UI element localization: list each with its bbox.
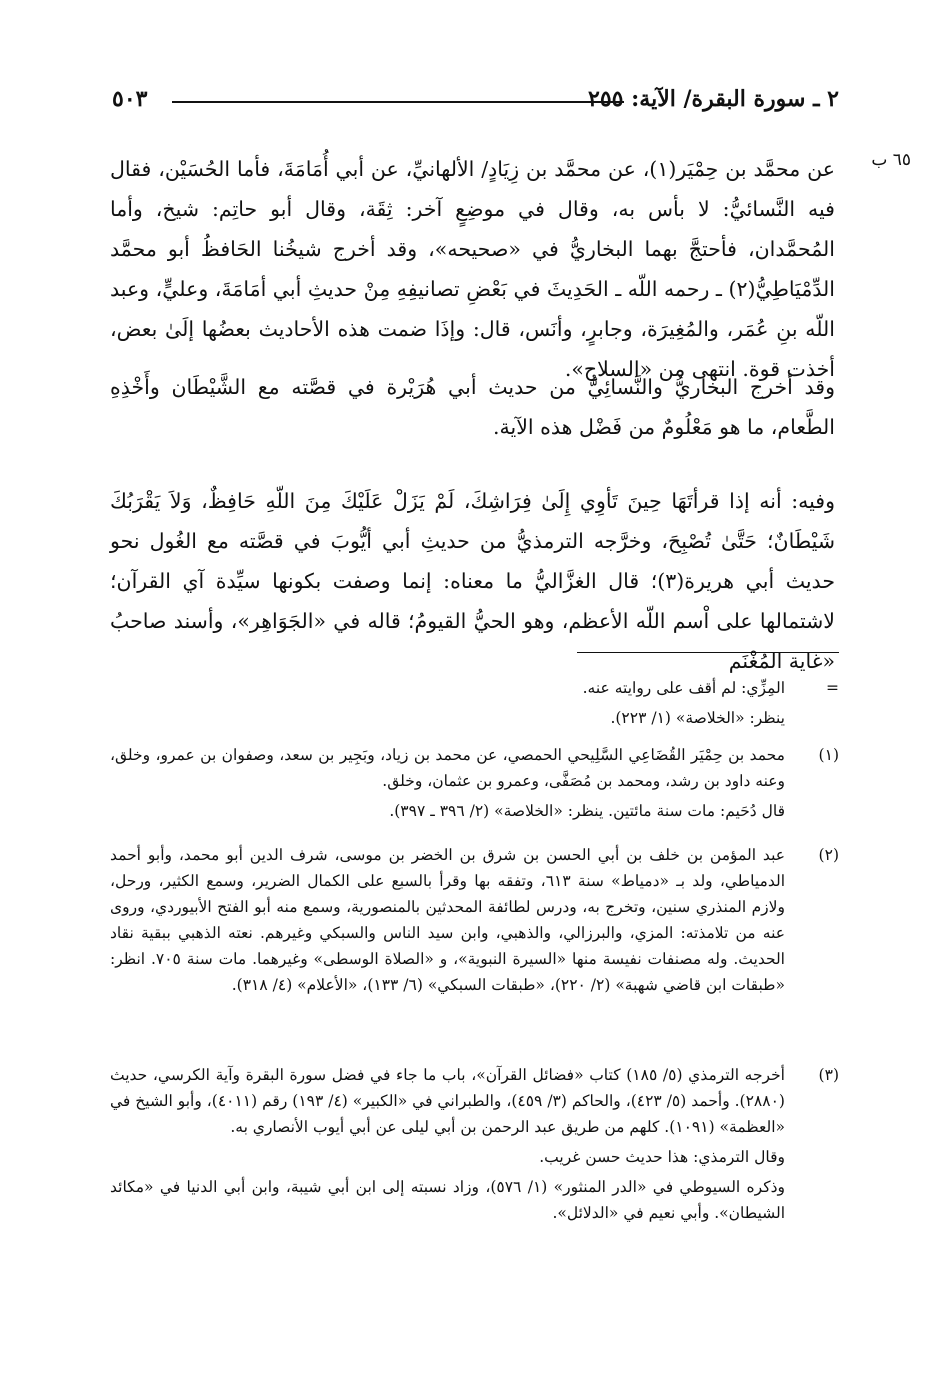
margin-folio-note: ٦٥ ب (871, 150, 911, 170)
page-number: ٥٠٣ (112, 86, 148, 112)
footnote-paragraph: وذكره السيوطي في «الدر المنثور» (١/ ٥٧٦)، وزاد نسبته إلى ابن أبي شيبة، وابن أبي الدنيا في «مكائد الشيطان». وأبي نعيم في «الدلائل». (110, 1178, 785, 1222)
footnote-paragraph: محمد بن حِمْيَر القُضَاعِي السَّلِيحي الحمصي، عن محمد بن زياد، وبَجِير بن سعد، وصفوان بن عمرو، وخلق، وعنه داود بن رشد، ومحمد بن مُصَفَّى، وعمرو بن عثمان، وخلق. (110, 746, 785, 790)
main-paragraph: وفيه: أنه إذا قرأتَهَا حِينَ تَأوِي إِلَىٰ فِرَاشِكَ، لَمْ يَزَلْ عَلَيْكَ مِنَ اللّهِ حَافِظٌ، وَلاَ يَقْرَبُكَ شَيْطَانٌ؛ حَتَّىٰ تُصْبِحَ، وخرَّجه الترمذيُّ من حديثِ أبي أيُّوبَ في قصَّته مع الغُول نحو حديث أبي هريرة(٣)؛ قال الغزَّاليُّ ما معناه: إنما وصفت بكونها سيِّدة آي القرآن؛ لاشتمالها على اْسم اللّه الأعظم، وهو الحيُّ القيومُ؛ قاله في «الجَوَاهِر»، وأسند صاحبُ «غاية المُغْنَم (110, 489, 835, 673)
footnote-paragraph: ينظر: «الخلاصة» (١/ ٢٢٣). (610, 709, 785, 727)
footnote-number: (٣) (818, 1066, 839, 1084)
footnote-number: (١) (818, 746, 839, 764)
footnote-1 (110, 742, 839, 828)
footnote-paragraph: عبد المؤمن بن خلف بن أبي الحسن بن شرق بن الخضر بن موسى، شرف الدين أبو محمد، وأبو أحمد الدمياطي، ولد بـ «دمياط» سنة ٦١٣، وتفقه بها وقرأ بالسبع على الكمال الضرير، وسمع الكثير، ورحل، ولازم المنذري سنين، وتخرج به، ودرس لطائفة المحدثين بالمنصورية، وسمع منه أبو الفتح الأبيوردي، وروى عنه من تلامذته: المزي، والبرزالي، والذهبي، وابن سيد الناس والسبكي وغيرهم. نعته الذهبي ببقية نقاد الحديث. وله مصنفات نفيسة منها «السيرة النبوية»، و «الصلاة الوسطى» وغيرهما. مات سنة ٧٠٥. انظر: «طبقات ابن قاضي شهبة» (٢/ ٢٢٠)، «طبقات السبكي» (٦/ ١٣٣)، «الأعلام» (٤/ ٣١٨). (110, 846, 785, 994)
main-paragraph: عن محمَّد بن حِمْيَر(١)، عن محمَّد بن زِيَادٍ/ الألهانيِّ، عن أبي أُمَامَةَ، فأما الحُسَيْن، فقال فيه النَّسائيُّ: لا بأس به، وقال في موضِعٍ آخر: ثِقَة، وقال أبو حاتِم: شيخ، وأما المُحمَّدان، فأحتجَّ بهما البخاريُّ في «صحيحه»، وقد أخرج شيخُنا الحَافظُ أبو محمَّد الدِّمْيَاطِيُّ(٢) ـ رحمه اللّه ـ الحَدِيثَ في بَعْضِ تصانيفِهِ مِنْ حديثِ أبي أمَامَةَ، وعليٍّ، وعبد اللّه بنِ عُمَر، والمُغِيرَة، وجابرٍ، وأنَس، قال: وإذَا ضمت هذه الأحاديث بعضُها إلَىٰ بعض، أخذت قوة. انتهى من «السلاح». (110, 157, 835, 381)
footnote-paragraph: أخرجه الترمذي (٥/ ١٨٥) كتاب «فضائل القرآن»، باب ما جاء في فضل سورة البقرة وآية الكرسي، حديث (٢٨٨٠). وأحمد (٥/ ٤٢٣)، والحاكم (٣/ ٤٥٩)، والطبراني في «الكبير» (٤/ ١٩٣) رقم (٤٠١١)، وأبو الشيخ في «العظمة» (١٠٩١). كلهم من طريق عبد الرحمن بن أبي ليلى عن أبي أيوب الأنصاري به. (110, 1066, 785, 1136)
footnote-continuation (110, 675, 839, 735)
footnote-separator (577, 652, 839, 653)
footnote-2 (110, 842, 839, 1002)
footnote-number: = (826, 679, 839, 697)
running-header-title: ٢ ـ سورة البقرة/ الآية: ٢٥٥ (588, 86, 839, 112)
footnote-paragraph: قال دُحَيم: مات سنة مائتين. ينظر: «الخلاصة» (٢/ ٣٩٦ ـ ٣٩٧). (389, 802, 785, 820)
footnote-number: (٢) (818, 846, 839, 864)
footnote-paragraph: وقال الترمذي: هذا حديث حسن غريب. (539, 1148, 785, 1166)
footnote-paragraph: المِزِّي: لم أقف على روايته عنه. (582, 679, 785, 697)
header-rule (172, 101, 624, 103)
main-paragraph: وقد أخرج البخاريُّ والنَّسائِيُّ من حديث أبي هُرَيْرة في قصَّته مع الشَّيْطَان وأَخْذِهِ الطَّعام، ما هو مَعْلُومٌ من فَضْل هذه الآية. (110, 375, 835, 439)
footnote-3 (110, 1062, 839, 1230)
